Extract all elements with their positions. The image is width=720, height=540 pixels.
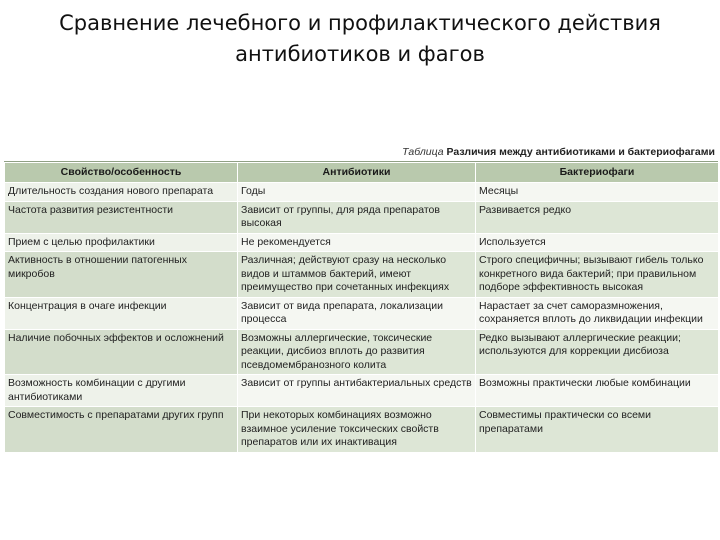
table-row <box>5 201 719 233</box>
table-caption-text: Различия между антибиотиками и бактериофагами <box>446 146 715 158</box>
row-property-cell: Возможность комбинации с другими антибиотиками <box>5 375 238 407</box>
row-antibiotics-cell: Годы <box>238 183 476 202</box>
slide-title <box>0 8 720 70</box>
table-row <box>5 375 719 407</box>
table-row <box>5 297 719 329</box>
row-antibiotics-cell: Возможны аллергические, токсические реакции, дисбиоз вплоть до развития псевдомембранозного колита <box>238 329 476 375</box>
table-header-row <box>5 163 719 183</box>
row-property-cell: Совместимость с препаратами других групп <box>5 407 238 453</box>
row-property-cell: Длительность создания нового препарата <box>5 183 238 202</box>
row-phages-cell: Месяцы <box>476 183 719 202</box>
comparison-table <box>4 162 719 453</box>
row-antibiotics-cell: При некоторых комбинациях возможно взаимное усиление токсических свойств препаратов или их инактивация <box>238 407 476 453</box>
row-phages-cell: Строго специфичны; вызывают гибель только конкретного вида бактерий; при правильном подборе эффективность высокая <box>476 252 719 298</box>
column-header-antibiotics: Антибиотики <box>238 163 476 183</box>
column-header-bacteriophages: Бактериофаги <box>476 163 719 183</box>
row-antibiotics-cell: Зависит от группы антибактериальных средств <box>238 375 476 407</box>
row-phages-cell: Развивается редко <box>476 201 719 233</box>
row-antibiotics-cell: Различная; действуют сразу на несколько видов и штаммов бактерий, имеют преимущество при сочетанных инфекциях <box>238 252 476 298</box>
table-caption <box>4 144 718 162</box>
row-phages-cell: Редко вызывают аллергические реакции; используются для коррекции дисбиоза <box>476 329 719 375</box>
row-property-cell: Прием с целью профилактики <box>5 233 238 252</box>
row-property-cell: Наличие побочных эффектов и осложнений <box>5 329 238 375</box>
row-phages-cell: Совместимы практически со всеми препаратами <box>476 407 719 453</box>
row-property-cell: Концентрация в очаге инфекции <box>5 297 238 329</box>
slide-title-line-2: антибиотиков и фагов <box>235 42 485 66</box>
table-row <box>5 183 719 202</box>
row-property-cell: Активность в отношении патогенных микробов <box>5 252 238 298</box>
slide-title-line-1: Сравнение лечебного и профилактического действия <box>59 11 661 35</box>
row-property-cell: Частота развития резистентности <box>5 201 238 233</box>
row-phages-cell: Нарастает за счет саморазмножения, сохраняется вплоть до ликвидации инфекции <box>476 297 719 329</box>
table-row <box>5 407 719 453</box>
row-antibiotics-cell: Зависит от вида препарата, локализации процесса <box>238 297 476 329</box>
table-caption-label: Таблица <box>402 146 444 158</box>
comparison-table-container <box>4 144 718 453</box>
table-row <box>5 329 719 375</box>
table-row <box>5 233 719 252</box>
row-phages-cell: Используется <box>476 233 719 252</box>
row-antibiotics-cell: Зависит от группы, для ряда препаратов высокая <box>238 201 476 233</box>
column-header-property: Свойство/особенность <box>5 163 238 183</box>
table-row <box>5 252 719 298</box>
row-phages-cell: Возможны практически любые комбинации <box>476 375 719 407</box>
row-antibiotics-cell: Не рекомендуется <box>238 233 476 252</box>
